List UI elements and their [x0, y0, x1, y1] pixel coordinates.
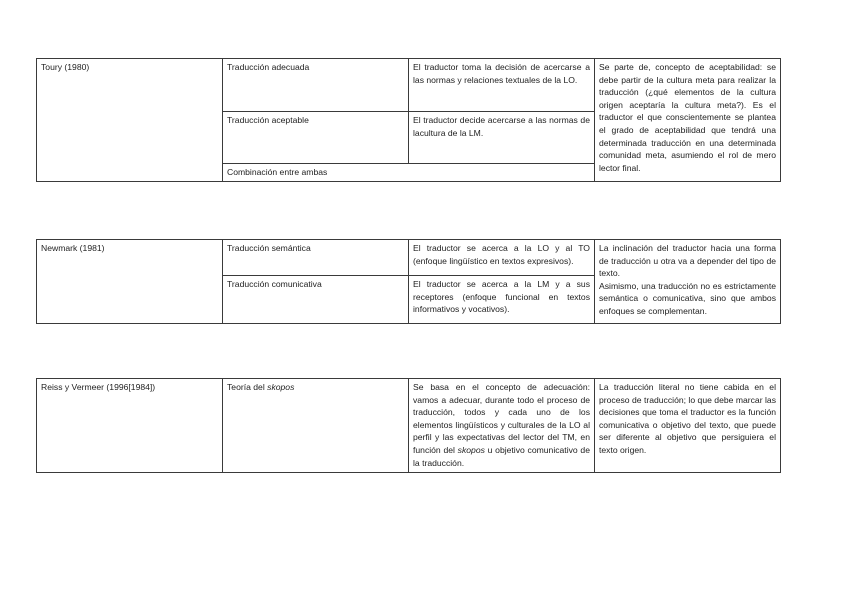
description-cell: El traductor se acerca a la LM y a sus receptores (enfoque funcional en textos informativos y vocativos). [409, 276, 595, 324]
toury-table [36, 58, 781, 182]
description-cell: El traductor decide acercarse a las normas de lacultura de la LM. [409, 112, 595, 164]
translation-type-cell: Traducción aceptable [223, 112, 409, 164]
table-row [37, 379, 781, 473]
description-cell: Se basa en el concepto de adecuación: vamos a adecuar, durante todo el proceso de traducción, todos y cada uno de los elementos lingüísticos y culturales de la LO al perfil y las expectativas del lector del TM, en función del skopos u objetivo comunicativo de la traducción. [409, 379, 595, 473]
author-cell [37, 59, 223, 182]
table-row [37, 59, 781, 112]
author-name: Newmark (1981) [41, 243, 105, 253]
comment-cell: La inclinación del traductor hacia una forma de traducción u otra va a depender del tipo de texto. Asimismo, una traducción no es estrictamente semántica o comunicativa, sino que ambos enfoques se complementan. [595, 240, 781, 324]
comment-cell: Se parte de, concepto de aceptabilidad: se debe partir de la cultura meta para realizar la traducción (¿qué elementos de la cultura origen aceptaría la cultura meta?). Es el traductor el que conscientemente se plantea el grado de aceptabilidad que tendrá una determinada traducción en una determinada comunidad meta, asumiendo el rol de mero lector final. [595, 59, 781, 182]
translation-type-cell: Traducción comunicativa [223, 276, 409, 324]
comment-cell: La traducción literal no tiene cabida en el proceso de traducción; lo que debe marcar las decisiones que toma el traductor es la función comunicativa o objetivo del texto, que puede ser diferente al objetivo que persiguiera el texto origen. [595, 379, 781, 473]
description-cell: El traductor toma la decisión de acercarse a las normas y relaciones textuales de la LO. [409, 59, 595, 112]
translation-type-cell: Traducción adecuada [223, 59, 409, 112]
reiss-vermeer-table [36, 378, 781, 473]
newmark-table [36, 239, 781, 324]
description-cell: El traductor se acerca a la LO y al TO (enfoque lingüístico en textos expresivos). [409, 240, 595, 276]
author-name: Reiss y Vermeer (1996[1984]) [41, 382, 156, 392]
author-name: Toury (1980) [41, 62, 90, 72]
translation-type-cell: Teoría del skopos [223, 379, 409, 473]
author-cell [37, 379, 223, 473]
translation-type-cell: Combinación entre ambas [223, 164, 595, 182]
table-row [37, 240, 781, 276]
author-cell [37, 240, 223, 324]
translation-type-cell: Traducción semántica [223, 240, 409, 276]
